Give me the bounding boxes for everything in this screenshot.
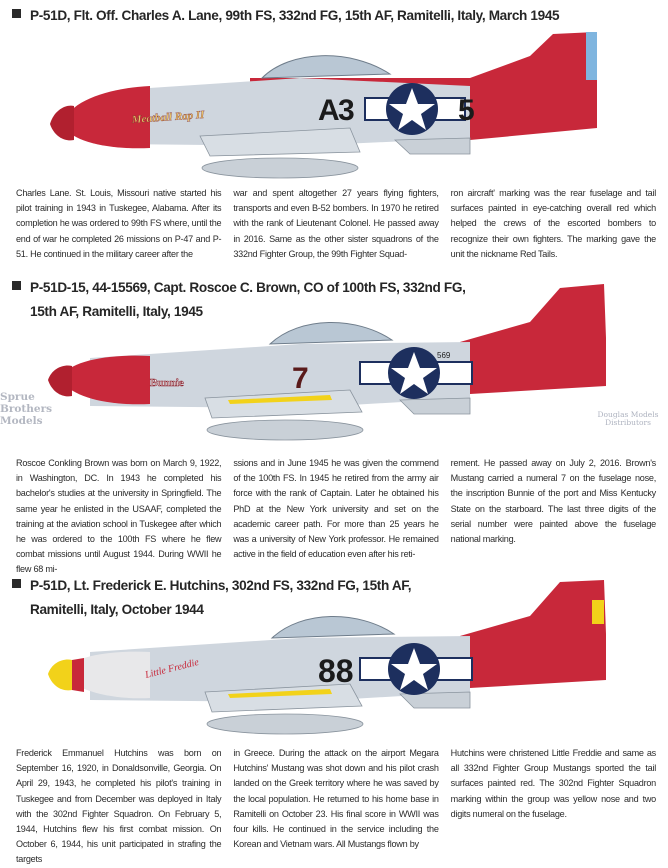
aircraft-1-title-line-1: P-51D, Flt. Off. Charles A. Lane, 99th FS, 332nd FG, 15th AF, Ramitelli, Italy, March 1945 [30, 8, 560, 23]
radiator-scoop [400, 398, 470, 414]
nose-red [60, 356, 150, 405]
aircraft-3-description [16, 746, 656, 868]
aircraft-1-profile-drawing [0, 28, 668, 186]
drop-tank [207, 714, 363, 734]
aircraft-3-profile [0, 578, 668, 744]
rudder-stripe [586, 32, 597, 80]
aircraft-2-paragraph-1: Roscoe Conkling Brown was born on March 9, 1922, in Washington, DC. In 1943 he completed his bachelor's studies at the university in Springfield. The same year he enlisted in the USAAF, completed the training at the aviation school in Tuskegee after which he was ordered to the 100th FS where he flew combat missions until August 1944. During WWII he flew 68 mi- [16, 458, 222, 575]
spinner-yellow [48, 660, 72, 691]
drop-tank [202, 158, 358, 178]
aircraft-3-title-line-2: Ramitelli, Italy, October 1944 [30, 602, 204, 617]
aircraft-2-profile-drawing [0, 282, 668, 450]
nose-art-text: Meatball Rap II [131, 108, 205, 126]
aircraft-3-profile-drawing [0, 578, 668, 744]
code-number-right: 5 [458, 94, 475, 127]
code-number-mid: 3 [338, 94, 355, 127]
watermark-right: Douglas Models Distributors [597, 410, 659, 427]
aircraft-1-paragraph-1: Charles Lane. St. Louis, Missouri native started his pilot training in 1943 in Tuskegee, Alabama. After its completion he was ordered to 99th FS where, until the end of war he completed 26 missions on P-47 and P-51. He continued in the military career after the [16, 188, 222, 259]
canopy [262, 56, 390, 78]
aircraft-2-title-line-2: 15th AF, Ramitelli, Italy, 1945 [30, 304, 203, 319]
watermark-left: Sprue Brothers Models [0, 391, 53, 427]
aircraft-1-profile [0, 28, 668, 186]
aircraft-1-description [16, 186, 656, 262]
canopy [270, 322, 392, 344]
code-number-mid: 7 [292, 362, 309, 395]
aircraft-1-paragraph-2: war and spent altogether 27 years flying fighters, transports and even B-52 bombers. In 1970 he retired with the rank of Lieutenant Colonel. He passed away in 2016. Same as the other sister squadrons of the 332nd Fighter Group, the 99th Fighter Squad- [233, 188, 439, 259]
code-number-mid: 88 [318, 653, 354, 689]
tail-red-area [460, 580, 606, 688]
aircraft-2-paragraph-2: ssions and in June 1945 he was given the commend of the 100th FS. In 1945 he retired from the army air force with the rank of Captain. Later he obtained his PhD at the New York university and set on the academic career path. For more than 25 years he was a university of New York professor. He remained active in the field of education even after his reti- [233, 458, 439, 560]
aircraft-3-paragraph-1: Frederick Emmanuel Hutchins was born on September 16, 1920, in Donaldsonville, Georgia. On April 29, 1943, he completed his pilot's training in Tuskegee and from December was deployed in Italy with the 302nd Fighter Squadron. On February 5, 1944, Hutchins flew his first combat mission. On October 6, 1944, his unit participated in strafing the targets [16, 748, 222, 865]
heading-bullet-icon [12, 9, 21, 18]
code-letter-left: A [318, 94, 340, 127]
radiator-scoop [395, 138, 470, 154]
aircraft-1-paragraph-3: ron aircraft' marking was the rear fuselage and tail surfaces painted in eye-catching overall red which helped the crews of the escorted bombers to recognize their own fighters. The marking gave the unit the nickname Red Tails. [450, 188, 656, 259]
aircraft-2-title-line-1: P-51D-15, 44-15569, Capt. Roscoe C. Brown, CO of 100th FS, 332nd FG, [30, 280, 466, 295]
spinner [50, 106, 74, 141]
aircraft-1-heading [12, 4, 559, 28]
drop-tank [207, 420, 363, 440]
nose-art-text: Bunnie [150, 377, 184, 389]
serial-number: 569 [437, 351, 451, 360]
spinner-band-red [72, 658, 84, 692]
aircraft-2-paragraph-3: rement. He passed away on July 2, 2016. Brown's Mustang carried a numeral 7 on the fuselage nose, the inscription Bunnie of the port and Miss Kentucky State on the starboard. The last three digits of the serial number were painted above the fuselage national marking. [450, 458, 656, 545]
aircraft-3-paragraph-3: Hutchins were christened Little Freddie and same as all 332nd Fighter Group Mustangs sported the tail surfaces painted red. The 302nd Fighter Squadron marking within the group was yellow nose and two digits numeral on the fuselage. [450, 748, 656, 819]
rudder-yellow-stripe [592, 600, 604, 624]
nose-art-text: Little Freddie [144, 656, 201, 681]
aircraft-2-description [16, 456, 656, 578]
canopy [272, 616, 394, 638]
aircraft-3-paragraph-2: in Greece. During the attack on the airport Megara Hutchins' Mustang was shot down and his pilot crash landed on the Greek territory where he was saved by the local population. He returned to his home base in Ramitelli on October 23. His final score in WWII was four kills. He continued in the service including the Korean and Vietnam wars. All Mustangs flown by [233, 748, 439, 850]
aircraft-3-title-line-1: P-51D, Lt. Frederick E. Hutchins, 302nd FS, 332nd FG, 15th AF, [30, 578, 412, 593]
aircraft-1-title [30, 4, 559, 28]
tail-red-area [460, 284, 606, 394]
aircraft-2-profile [0, 282, 668, 450]
